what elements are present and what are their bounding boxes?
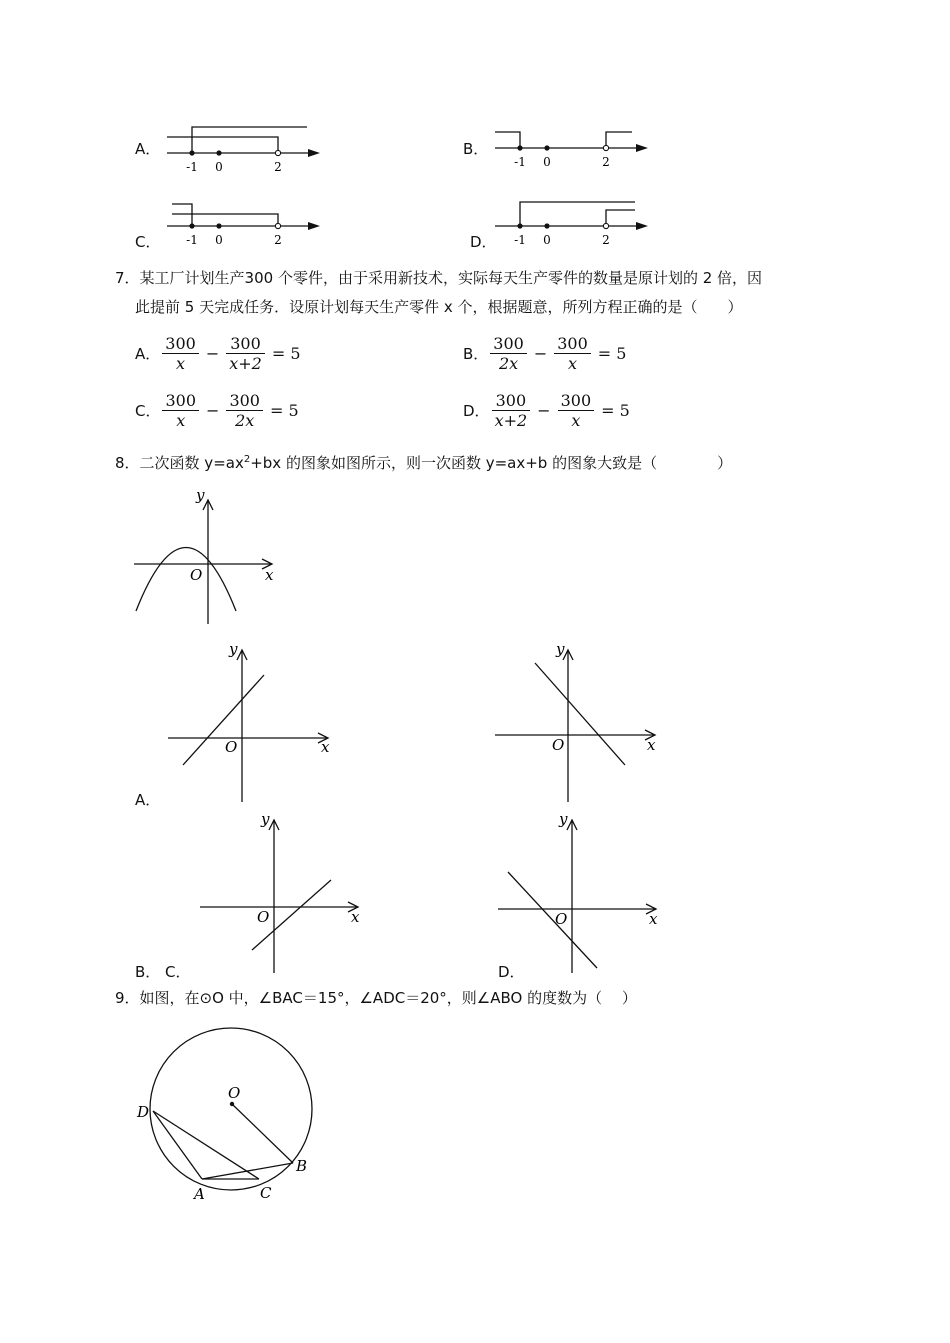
q9-circle-figure — [132, 1018, 322, 1208]
tick-label: 2 — [274, 160, 282, 174]
axis-y-label: y — [261, 810, 270, 828]
minus-sign: − — [537, 401, 551, 420]
tick-label: 0 — [215, 233, 223, 247]
tick-label: -1 — [186, 160, 198, 174]
tick-label: 0 — [543, 155, 551, 169]
axis-x-label: x — [321, 738, 330, 756]
q6-option-d-number-line — [490, 198, 650, 250]
q8-parabola-graph — [132, 488, 280, 628]
tick-label: -1 — [186, 233, 198, 247]
point-o-label: O — [228, 1084, 241, 1102]
axis-y-label: y — [559, 810, 568, 828]
equation-rhs: = 5 — [601, 401, 630, 420]
fraction: $\frac{300}{x+2}$ — [492, 391, 531, 430]
tick-label: -1 — [514, 155, 526, 169]
axis-y-label: y — [556, 640, 565, 658]
q7-stem-line1: 7．某工厂计划生产300 个零件，由于采用新技术，实际每天生产零件的数量是原计划的 2 倍，因 — [115, 269, 763, 287]
q6-option-a-number-line — [162, 122, 322, 174]
option-label: C． — [135, 401, 161, 420]
tick-label: 2 — [602, 155, 610, 169]
axis-x-label: x — [649, 910, 658, 928]
q8-option-d-label: D． — [498, 963, 525, 981]
q6-option-b-label: B． — [463, 140, 489, 158]
fraction: $\frac{300}{x}$ — [162, 391, 199, 430]
q7-option-b — [463, 334, 631, 373]
q9-stem: 9．如图，在⊙O 中，∠BAC＝15°，∠ADC＝20°，则∠ABO 的度数为（ ） — [115, 989, 637, 1007]
equation-rhs: = 5 — [269, 401, 299, 420]
origin-label: O — [257, 908, 270, 926]
q6-option-c-label: C． — [135, 233, 161, 251]
q7-stem-line2: 此提前 5 天完成任务．设原计划每天生产零件 x 个，根据题意，所列方程正确的是（ ） — [135, 298, 743, 316]
axis-y-label: y — [229, 640, 238, 658]
q8-option-a-graph — [163, 640, 338, 805]
origin-label: O — [552, 736, 565, 754]
tick-label: -1 — [514, 233, 526, 247]
q7-option-a — [135, 334, 306, 373]
q7-option-d — [463, 391, 635, 430]
fraction: $\frac{300}{x}$ — [162, 334, 199, 373]
point-a-label: A — [194, 1185, 205, 1203]
q8-option-a-label: A． — [135, 791, 161, 809]
q8-option-c-graph — [195, 810, 367, 975]
fraction: $\frac{300}{x}$ — [554, 334, 591, 373]
option-label: B． — [463, 344, 489, 363]
minus-sign: − — [206, 401, 220, 420]
q8-option-bc-label: B． C． — [135, 963, 191, 981]
fraction: $\frac{300}{x+2}$ — [226, 334, 265, 373]
q6-option-a-label: A． — [135, 140, 161, 158]
tick-label: 0 — [215, 160, 223, 174]
point-d-label: D — [137, 1103, 150, 1121]
option-label: A． — [135, 344, 161, 363]
q8-option-d-graph — [493, 810, 665, 975]
fraction: $\frac{300}{2x}$ — [490, 334, 527, 373]
tick-label: 0 — [543, 233, 551, 247]
q8-option-b-graph — [490, 640, 665, 805]
axis-x-label: x — [265, 566, 274, 584]
origin-label: O — [555, 910, 568, 928]
q8-stem: 8．二次函数 $y=ax^2+bx$ 的图象如图所示，则一次函数 y=ax+b 的图象大致是（ ） — [115, 454, 733, 472]
q6-option-c-number-line — [162, 198, 322, 250]
q7-option-c — [135, 391, 304, 430]
fraction: $\frac{300}{x}$ — [558, 391, 595, 430]
axis-x-label: x — [647, 736, 656, 754]
point-c-label: C — [260, 1184, 272, 1202]
origin-label: O — [190, 566, 203, 584]
option-label: D． — [463, 401, 490, 420]
equation-rhs: = 5 — [271, 344, 301, 363]
minus-sign: − — [533, 344, 548, 363]
equation-rhs: = 5 — [597, 344, 627, 363]
minus-sign: − — [205, 344, 220, 363]
q6-option-b-number-line — [490, 122, 650, 174]
origin-label: O — [225, 738, 238, 756]
point-b-label: B — [296, 1157, 308, 1175]
fraction: $\frac{300}{2x}$ — [226, 391, 263, 430]
tick-label: 2 — [602, 233, 610, 247]
axis-x-label: x — [351, 908, 360, 926]
tick-label: 2 — [274, 233, 282, 247]
q6-option-d-label: D． — [470, 233, 497, 251]
axis-y-label: y — [196, 488, 205, 504]
